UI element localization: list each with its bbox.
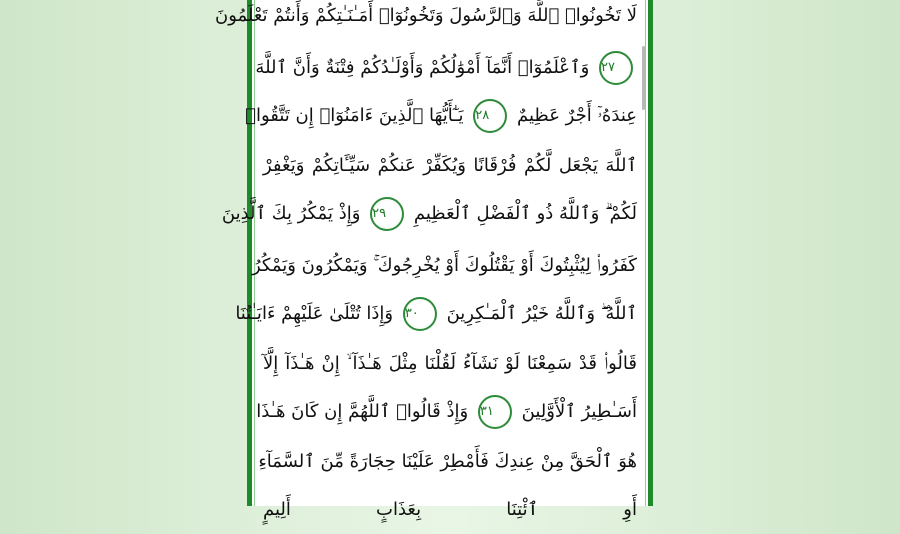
verse-line xyxy=(214,0,637,40)
verse-line xyxy=(221,190,637,238)
scrollbar-thumb[interactable] xyxy=(642,46,645,110)
verse-text: وَإِذَا تُتْلَىٰ عَلَيْهِمْ ءَايَـٰتُنَا xyxy=(235,303,394,324)
verse-line xyxy=(263,142,637,190)
verse-line xyxy=(251,242,637,290)
verse-text: ٱللَّهَ يَجْعَل لَّكُمْ فُرْقَانًا وَيُكَفِّرْ عَنكُمْ سَيِّـَٔاتِكُمْ وَيَغْفِرْ xyxy=(263,155,637,176)
page-border-right xyxy=(648,0,653,506)
verse-text: وَإِذْ قَالُوا۟ ٱللَّهُمَّ إِن كَانَ هَـٰذَا xyxy=(256,401,469,422)
ayah-number-marker: ٣٠ xyxy=(403,297,437,331)
verse-line xyxy=(263,340,637,388)
verse-text: قَالُوا۟ قَدْ سَمِعْنَا لَوْ نَشَآءُ لَقُلْنَا مِثْلَ هَـٰذَآ ۙ إِنْ هَـٰذَآ إِلَّآ xyxy=(263,353,637,374)
verse-text: لَكُمْ ۗ وَٱللَّهُ ذُو ٱلْفَضْلِ ٱلْعَظِيمِ xyxy=(413,203,637,224)
verse-line xyxy=(235,290,637,338)
verse-text: يَـٰٓأَيُّهَا ٱلَّذِينَ ءَامَنُوٓا۟ إِن تَتَّقُوا۟ xyxy=(245,105,464,126)
verse-text: عِندَهُۥٓ أَجْرٌ عَظِيمٌ xyxy=(517,105,637,126)
ayah-number-marker: ٢٩ xyxy=(370,197,404,231)
verse-text: أَوِ ٱئْتِنَا بِعَذَابٍ أَلِيمٍ xyxy=(263,499,637,520)
verse-line xyxy=(258,438,637,486)
ayah-number-marker: ٢٨ xyxy=(473,99,507,133)
ayah-number-marker: ٢٧ xyxy=(599,51,633,85)
verse-text: ٱللَّهُ ۖ وَٱللَّهُ خَيْرُ ٱلْمَـٰكِرِينَ xyxy=(446,303,637,324)
verse-line xyxy=(256,388,637,436)
verse-line xyxy=(255,44,637,92)
verse-line xyxy=(245,92,637,140)
verse-text: وَإِذْ يَمْكُرُ بِكَ ٱلَّذِينَ xyxy=(221,203,361,224)
verse-line xyxy=(263,486,637,534)
ayah-number-marker: ٣١ xyxy=(478,395,512,429)
verse-text: لَا تَخُونُوا۟ ٱللَّهَ وَٱلرَّسُولَ وَتَخُونُوٓا۟ أَمَـٰنَـٰتِكُمْ وَأَنتُمْ تَعْلَمُونَ xyxy=(214,5,637,26)
verse-text: وَٱعْلَمُوٓا۟ أَنَّمَآ أَمْوَٰلُكُمْ وَأَوْلَـٰدُكُمْ فِتْنَةٌ وَأَنَّ ٱللَّهَ xyxy=(255,57,590,78)
verse-text: كَفَرُوا۟ لِيُثْبِتُوكَ أَوْ يَقْتُلُوكَ أَوْ يُخْرِجُوكَ ۚ وَيَمْكُرُونَ وَيَمْكُرُ xyxy=(251,255,637,276)
verse-lines xyxy=(214,0,637,520)
mushaf-page xyxy=(214,0,653,520)
verse-text: أَسَـٰطِيرُ ٱلْأَوَّلِينَ xyxy=(521,401,637,422)
page-inner-rule-right xyxy=(645,0,646,506)
verse-text: هُوَ ٱلْحَقَّ مِنْ عِندِكَ فَأَمْطِرْ عَلَيْنَا حِجَارَةً مِّنَ ٱلسَّمَآءِ xyxy=(258,451,637,472)
